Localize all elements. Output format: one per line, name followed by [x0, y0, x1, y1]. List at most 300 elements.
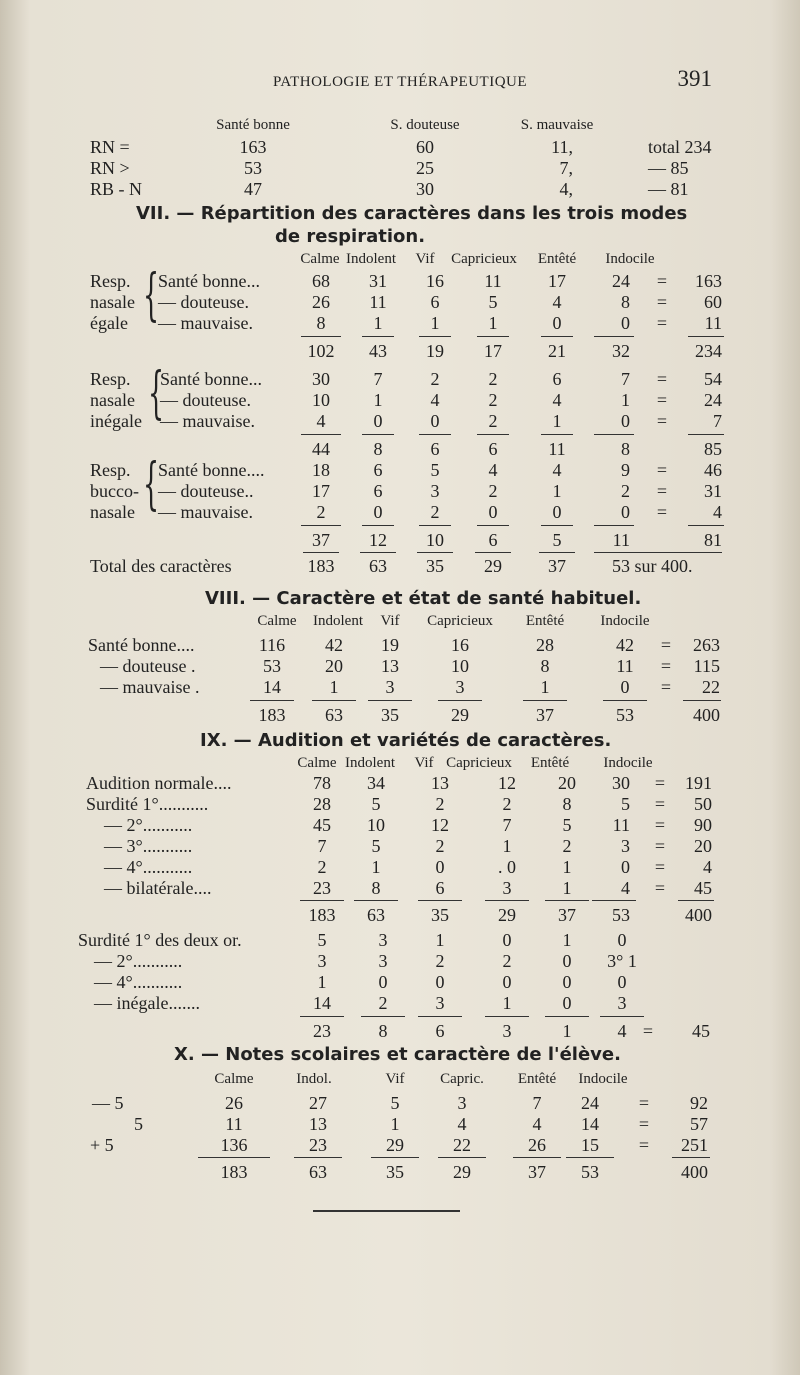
sum-rule: [354, 900, 398, 901]
row-label: RN >: [90, 158, 130, 178]
cell-value: 8: [371, 878, 381, 898]
cell-value: 42: [616, 635, 634, 655]
column-header: Indol.: [296, 1071, 332, 1087]
equals-sign: =: [642, 1021, 654, 1041]
column-total: 37: [312, 530, 330, 550]
cell-value: 30: [612, 773, 630, 793]
cell-value: 2: [562, 836, 572, 856]
equals-sign: =: [660, 635, 672, 655]
cell-value: 0: [617, 930, 627, 950]
grand-total: 400: [681, 1162, 708, 1182]
cell-value: 1: [552, 481, 562, 501]
cell-value: 0: [621, 502, 630, 522]
sum-rule: [360, 552, 396, 553]
section-title: X. — Notes scolaires et caractère de l'élève.: [174, 1044, 621, 1065]
cell-value: . 0: [498, 857, 516, 877]
cell-value: 17: [312, 481, 330, 501]
sum-rule: [312, 700, 356, 701]
cell-value: 26: [312, 292, 330, 312]
cell-value: 6: [435, 878, 445, 898]
sum-rule: [592, 900, 636, 901]
cell-value: 12: [498, 773, 516, 793]
column-total: 6: [488, 439, 498, 459]
cell-value: 0: [621, 313, 630, 333]
row-total: 31: [704, 481, 722, 501]
grand-total: 400: [685, 905, 712, 925]
cell-value: 1: [435, 930, 445, 950]
cell-value: 1: [430, 313, 440, 333]
row-label: Santé bonne...: [158, 271, 260, 291]
sum-rule: [513, 1157, 561, 1158]
column-total: 44: [312, 439, 330, 459]
row-label: — 2°...........: [104, 815, 193, 835]
cell-value: 26: [528, 1135, 546, 1155]
sum-rule: [477, 525, 509, 526]
row-total: 115: [693, 656, 720, 676]
cell-value: 23: [313, 878, 331, 898]
cell-value: 116: [258, 635, 286, 655]
cell-value: 0: [488, 502, 498, 522]
cell-value: 15: [581, 1135, 599, 1155]
cell-value: 1: [540, 677, 550, 697]
row-label: Santé bonne....: [158, 460, 265, 480]
sum-rule: [300, 1016, 344, 1017]
column-header: Indolent: [346, 251, 396, 267]
cell-value: 14: [263, 677, 281, 697]
cell-value: — 81: [648, 179, 689, 199]
cell-value: 6: [430, 292, 440, 312]
cell-value: 53: [244, 158, 262, 178]
equals-sign: =: [656, 313, 668, 333]
column-total: 53: [612, 905, 630, 925]
cell-value: 3: [430, 481, 440, 501]
sum-rule: [368, 700, 412, 701]
cell-value: 2: [435, 836, 445, 856]
sum-rule: [683, 700, 721, 701]
cell-value: 13: [309, 1114, 327, 1134]
cell-value: 20: [558, 773, 576, 793]
column-header: Santé bonne: [216, 117, 290, 133]
cell-value: 3: [457, 1093, 467, 1113]
group-label: bucco-: [90, 481, 139, 501]
cell-value: 27: [309, 1093, 327, 1113]
column-header: S. mauvaise: [520, 117, 594, 133]
column-header: Calme: [214, 1071, 254, 1087]
cell-value: 1: [371, 857, 381, 877]
cell-value: 2: [488, 481, 498, 501]
column-total: 29: [451, 705, 469, 725]
sum-rule: [541, 434, 573, 435]
cell-value: 0: [430, 411, 440, 431]
cell-value: 12: [431, 815, 449, 835]
cell-value: 2: [502, 951, 512, 971]
sum-rule: [294, 1157, 342, 1158]
cell-value: 22: [453, 1135, 471, 1155]
column-total: 35: [386, 1162, 404, 1182]
group-label: Resp.: [90, 460, 131, 480]
cell-value: 53: [263, 656, 281, 676]
row-total: 11: [704, 313, 722, 333]
equals-sign: =: [656, 369, 668, 389]
row-total: 90: [694, 815, 712, 835]
row-label: — inégale.......: [94, 993, 200, 1013]
cell-value: 0: [617, 972, 627, 992]
sum-rule: [566, 1157, 614, 1158]
sum-rule: [678, 900, 714, 901]
cell-value: 6: [552, 369, 562, 389]
cell-value: 8: [562, 794, 572, 814]
sum-rule: [301, 434, 341, 435]
cell-value: 0: [435, 857, 445, 877]
sum-rule: [438, 700, 482, 701]
column-header: Entêté: [537, 251, 577, 267]
cell-value: 11: [369, 292, 387, 312]
cell-value: 1: [329, 677, 339, 697]
cell-value: 3: [385, 677, 395, 697]
column-total: 37: [528, 1162, 546, 1182]
equals-sign: =: [660, 656, 672, 676]
row-total: 263: [693, 635, 720, 655]
cell-value: 9: [621, 460, 630, 480]
cell-value: 3: [378, 930, 388, 950]
cell-value: 24: [581, 1093, 599, 1113]
cell-value: 28: [536, 635, 554, 655]
cell-value: 2: [430, 369, 440, 389]
row-total: 24: [704, 390, 722, 410]
cell-value: 5: [621, 794, 630, 814]
column-total: 37: [548, 556, 566, 576]
cell-value: 4: [457, 1114, 467, 1134]
column-total: 63: [309, 1162, 327, 1182]
row-label: — mauvaise.: [160, 411, 255, 431]
column-header: Indolent: [345, 755, 395, 771]
row-label: — 2°...........: [94, 951, 183, 971]
cell-value: 45: [313, 815, 331, 835]
sum-rule: [600, 1016, 644, 1017]
sum-rule: [475, 552, 511, 553]
equals-sign: =: [638, 1114, 650, 1134]
cell-value: 11: [484, 271, 502, 291]
cell-value: 8: [316, 313, 326, 333]
page-number: 391: [677, 66, 712, 91]
cell-value: 7: [621, 369, 630, 389]
row-label: Surdité 1°...........: [86, 794, 209, 814]
cell-value: 5: [390, 1093, 400, 1113]
row-total: 251: [681, 1135, 708, 1155]
cell-value: 0: [373, 502, 383, 522]
row-total: 163: [695, 271, 722, 291]
cell-value: 0: [435, 972, 445, 992]
cell-value: 0: [378, 972, 388, 992]
row-label: Santé bonne....: [88, 635, 195, 655]
cell-value: 2: [317, 857, 327, 877]
column-total: 12: [369, 530, 387, 550]
running-head: PATHOLOGIE ET THÉRAPEUTIQUE: [272, 74, 528, 90]
cell-value: 34: [367, 773, 385, 793]
cell-value: 13: [431, 773, 449, 793]
cell-value: 2: [430, 502, 440, 522]
column-total: 183: [308, 905, 336, 925]
column-total: 21: [548, 341, 566, 361]
sum-rule: [250, 700, 294, 701]
cell-value: 1: [502, 993, 512, 1013]
column-header: Calme: [300, 251, 340, 267]
row-total: 7: [713, 411, 722, 431]
column-total: 183: [307, 556, 335, 576]
sum-rule: [300, 900, 344, 901]
group-label: Resp.: [90, 369, 131, 389]
row-label: + 5: [90, 1135, 114, 1155]
equals-sign: =: [656, 390, 668, 410]
column-total: 17: [484, 341, 502, 361]
column-header: S. douteuse: [390, 117, 460, 133]
cell-value: 136: [220, 1135, 248, 1155]
cell-value: 1: [562, 857, 572, 877]
row-label: Santé bonne...: [160, 369, 262, 389]
column-total: 37: [536, 705, 554, 725]
row-total: 20: [694, 836, 712, 856]
row-total: 57: [690, 1114, 708, 1134]
cell-value: 2: [502, 794, 512, 814]
equals-sign: =: [654, 857, 666, 877]
cell-value: 5: [371, 794, 381, 814]
cell-value: 3: [378, 951, 388, 971]
sum-rule: [362, 525, 394, 526]
cell-value: 4,: [559, 179, 573, 199]
cell-value: 10: [451, 656, 469, 676]
column-header: Vif: [385, 1071, 405, 1087]
cell-value: 1: [621, 390, 630, 410]
group-label: nasale: [90, 292, 135, 312]
cell-value: 16: [426, 271, 444, 291]
cell-value: 29: [386, 1135, 404, 1155]
section-title: VIII. — Caractère et état de santé habituel.: [205, 588, 642, 609]
column-header: Capricieux: [451, 251, 517, 267]
sum-rule: [477, 434, 509, 435]
cell-value: 7: [502, 815, 512, 835]
row-label: — douteuse.: [160, 390, 251, 410]
equals-sign: =: [638, 1135, 650, 1155]
cell-value: 7: [317, 836, 327, 856]
cell-value: 5: [371, 836, 381, 856]
sum-rule: [198, 1157, 270, 1158]
cell-value: 2: [435, 794, 445, 814]
cell-value: 2: [488, 390, 498, 410]
cell-value: 26: [225, 1093, 243, 1113]
row-label: RB - N: [90, 179, 143, 199]
cell-value: 0: [621, 411, 630, 431]
row-label: — 4°...........: [104, 857, 193, 877]
cell-value: 6: [373, 481, 383, 501]
cell-value: 8: [621, 292, 630, 312]
cell-value: 3: [435, 993, 445, 1013]
row-total: 60: [704, 292, 722, 312]
cell-value: total 234: [648, 137, 712, 157]
sum-rule: [523, 700, 567, 701]
sum-rule: [545, 1016, 589, 1017]
column-total: 102: [307, 341, 335, 361]
cell-value: 0: [620, 677, 630, 697]
column-total: 10: [426, 530, 444, 550]
row-label: — douteuse.: [158, 292, 249, 312]
column-total: 43: [369, 341, 387, 361]
row-total: 4: [713, 502, 722, 522]
row-label: Surdité 1° des deux or.: [78, 930, 242, 950]
column-total: 53: [616, 705, 634, 725]
column-total: 53: [581, 1162, 599, 1182]
sum-rule: [301, 525, 341, 526]
closing-rule: [313, 1210, 460, 1212]
column-header: Calme: [257, 613, 297, 629]
cell-value: 2: [488, 411, 498, 431]
cell-value: 11,: [551, 137, 573, 157]
cell-value: 11: [225, 1114, 243, 1134]
cell-value: 5: [488, 292, 498, 312]
row-label: — mauvaise.: [158, 313, 253, 333]
column-total: 1: [562, 1021, 572, 1041]
row-total: 54: [704, 369, 722, 389]
cell-value: 47: [244, 179, 262, 199]
equals-sign: =: [654, 815, 666, 835]
cell-value: 8: [540, 656, 550, 676]
row-total: 4: [703, 857, 712, 877]
column-header: Entêté: [530, 755, 570, 771]
column-total: 183: [220, 1162, 248, 1182]
sum-rule: [477, 336, 509, 337]
cell-value: 16: [451, 635, 469, 655]
cell-value: 1: [562, 930, 572, 950]
grand-total: 45: [692, 1021, 710, 1041]
sum-rule: [594, 336, 634, 337]
cell-value: 3: [617, 993, 627, 1013]
cell-value: 1: [373, 390, 383, 410]
sum-rule: [438, 1157, 486, 1158]
cell-value: 10: [367, 815, 385, 835]
grand-total: 85: [704, 439, 722, 459]
cell-value: 13: [381, 656, 399, 676]
row-label: — bilatérale....: [104, 878, 212, 898]
group-brace: {: [148, 361, 165, 426]
sum-rule: [545, 900, 589, 901]
cell-value: 18: [312, 460, 330, 480]
cell-value: 1: [373, 313, 383, 333]
cell-value: 1: [562, 878, 572, 898]
row-total: 45: [694, 878, 712, 898]
cell-value: 163: [239, 137, 267, 157]
column-total: 8: [378, 1021, 388, 1041]
cell-value: 3: [502, 878, 512, 898]
cell-value: 0: [373, 411, 383, 431]
cell-value: 3: [455, 677, 465, 697]
cell-value: 3: [317, 951, 327, 971]
row-label: — douteuse..: [158, 481, 254, 501]
cell-value: 2: [435, 951, 445, 971]
cell-value: 7: [532, 1093, 542, 1113]
column-header: Vif: [380, 613, 400, 629]
sum-rule: [303, 552, 339, 553]
column-header: Entêté: [525, 613, 565, 629]
group-label: nasale: [90, 390, 135, 410]
row-total: 191: [685, 773, 712, 793]
cell-value: 68: [312, 271, 330, 291]
cell-value: 0: [562, 972, 572, 992]
cell-value: 30: [416, 179, 434, 199]
sum-rule: [361, 1016, 405, 1017]
cell-value: 11: [612, 815, 630, 835]
cell-value: 0: [552, 502, 562, 522]
sum-rule: [603, 700, 647, 701]
section-title: de respiration.: [275, 226, 426, 247]
cell-value: 1: [390, 1114, 400, 1134]
column-header: Indolent: [313, 613, 363, 629]
equals-sign: =: [656, 292, 668, 312]
column-total: 8: [621, 439, 630, 459]
equals-sign: =: [654, 878, 666, 898]
cell-value: 60: [416, 137, 434, 157]
column-total: 32: [612, 341, 630, 361]
column-header: Indocile: [603, 755, 653, 771]
equals-sign: =: [660, 677, 672, 697]
row-label: — 4°...........: [94, 972, 183, 992]
sum-rule: [541, 525, 573, 526]
cell-value: 4: [430, 390, 440, 410]
column-total: 29: [498, 905, 516, 925]
column-header: Vif: [414, 755, 434, 771]
group-brace: {: [143, 452, 160, 517]
column-total: 4: [617, 1021, 627, 1041]
sum-rule: [594, 525, 634, 526]
column-total: 6: [435, 1021, 445, 1041]
cell-value: — 85: [648, 158, 689, 178]
cell-value: 2: [378, 993, 388, 1013]
cell-value: 19: [381, 635, 399, 655]
row-label: — mauvaise .: [100, 677, 200, 697]
grand-total: 400: [693, 705, 720, 725]
group-label: Resp.: [90, 271, 131, 291]
column-total: 29: [453, 1162, 471, 1182]
cell-value: 4: [488, 460, 498, 480]
equals-sign: =: [656, 271, 668, 291]
column-header: Capricieux: [427, 613, 493, 629]
cell-value: 0: [502, 930, 512, 950]
grand-total: 234: [695, 341, 722, 361]
sum-rule: [419, 434, 451, 435]
column-total: 6: [488, 530, 498, 550]
cell-value: 1: [502, 836, 512, 856]
column-header: Entêté: [517, 1071, 557, 1087]
sum-rule: [612, 552, 722, 553]
row-label: Total des caractères: [90, 556, 232, 576]
row-label: 5: [134, 1114, 143, 1134]
column-total: 11: [612, 530, 630, 550]
group-label: inégale: [90, 411, 142, 431]
column-header: Capric.: [440, 1071, 484, 1087]
cell-value: 4: [552, 390, 562, 410]
sum-rule: [371, 1157, 419, 1158]
row-label: — 5: [92, 1093, 124, 1113]
cell-value: 7,: [559, 158, 573, 178]
cell-value: 0: [562, 993, 572, 1013]
equals-sign: =: [656, 502, 668, 522]
row-label: — 3°...........: [104, 836, 193, 856]
column-total: 183: [258, 705, 286, 725]
cell-value: 11: [616, 656, 634, 676]
sum-rule: [419, 336, 451, 337]
column-total: 63: [369, 556, 387, 576]
cell-value: 1: [552, 411, 562, 431]
equals-sign: =: [654, 773, 666, 793]
cell-value: 4: [532, 1114, 542, 1134]
